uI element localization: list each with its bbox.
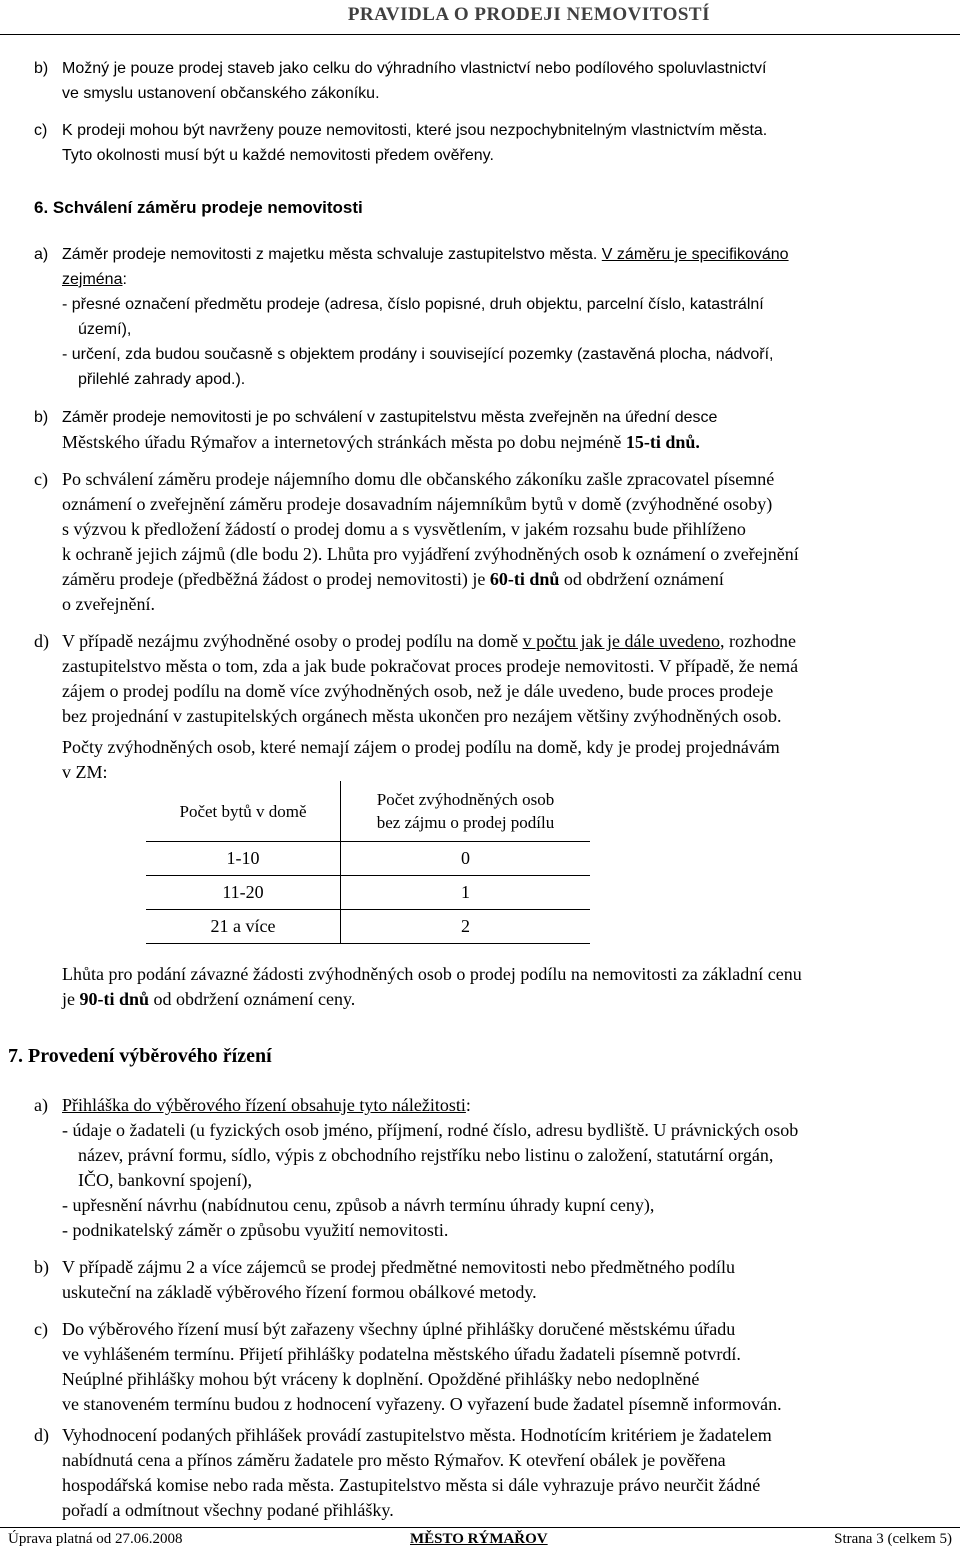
paragraph-line: Městského úřadu Rýmařov a internetových stránkách města po dobu nejméně 15-ti dnů. <box>62 432 700 452</box>
footer-left: Úprava platná od 27.06.2008 <box>8 1531 183 1547</box>
item-label: c) <box>34 1319 48 1339</box>
bullet-line: přilehlé zahrady apod.). <box>78 371 246 388</box>
paragraph-line: uskuteční na základě výběrového řízení formou obálkové metody. <box>62 1282 537 1302</box>
table-row <box>146 842 590 876</box>
item-label: b) <box>34 60 49 77</box>
paragraph-line: Přihláška do výběrového řízení obsahuje tyto náležitosti: <box>62 1095 471 1115</box>
item-label: b) <box>34 409 49 426</box>
bullet-line: - upřesnění návrhu (nabídnutou cenu, způsob a návrh termínu úhrady kupní ceny), <box>62 1195 655 1215</box>
paragraph-line: pořadí a odmítnout všechny podané přihlášky. <box>62 1500 394 1520</box>
item-label: c) <box>34 469 48 489</box>
item-label: b) <box>34 1257 49 1277</box>
paragraph-line: Vyhodnocení podaných přihlášek provádí zastupitelstvo města. Hodnotícím kritériem je žadatelem <box>62 1425 772 1445</box>
paragraph-line: v ZM: <box>62 762 108 782</box>
paragraph-line: zájem o prodej podílu na domě více zvýhodněných osob, než je dále uvedeno, bude proces prodeje <box>62 681 774 701</box>
table-row <box>146 876 590 910</box>
paragraph-line: Lhůta pro podání závazné žádosti zvýhodněných osob o prodej podílu na nemovitosti za základní cenu <box>62 964 802 984</box>
section-7-title: 7. Provedení výběrového řízení <box>8 1045 272 1067</box>
footer-center: MĚSTO RÝMAŘOV <box>410 1531 548 1547</box>
paragraph-line: nabídnutá cena a přínos záměru žadatele pro město Rýmařov. K otevření obálek je pověřena <box>62 1450 726 1470</box>
paragraph-line: K prodeji mohou být navrženy pouze nemovitosti, které jsou nezpochybnitelným vlastnictvím města. <box>62 122 768 139</box>
paragraph-line: Záměr prodeje nemovitosti z majetku města schvaluje zastupitelstvo města. V záměru je specifikováno <box>62 246 789 263</box>
bullet-line: území), <box>78 321 132 338</box>
footer-right: Strana 3 (celkem 5) <box>834 1531 952 1547</box>
item-label: d) <box>34 631 49 651</box>
bullet-line: název, právní formu, sídlo, výpis z obchodního rejstříku nebo listinu o založení, statutární orgán, <box>78 1145 774 1165</box>
paragraph-line: ve stanoveném termínu budou z hodnocení vyřazeny. O vyřazení bude žadatel písemně informován. <box>62 1394 782 1414</box>
paragraph-line: Možný je pouze prodej staveb jako celku do výhradního vlastnictví nebo podílového spoluvlastnictví <box>62 60 767 77</box>
table-cell: 2 <box>341 910 591 944</box>
bullet-line: - údaje o žadateli (u fyzických osob jméno, příjmení, rodné číslo, adresu bydliště. U právnických osob <box>62 1120 799 1140</box>
paragraph-line: ve vyhlášeném termínu. Přijetí přihlášky podatelna městského úřadu žadateli písemně potvrdí. <box>62 1344 741 1364</box>
item-label: c) <box>34 122 48 139</box>
page-header-title: PRAVIDLA O PRODEJI NEMOVITOSTÍ <box>347 4 710 25</box>
paragraph-line: Tyto okolnosti musí být u každé nemovitosti předem ověřeny. <box>62 147 494 164</box>
table-cell: 0 <box>341 842 591 876</box>
paragraph-line: s výzvou k předložení žádostí o prodej domu a s vysvětlením, v jakém rozsahu bude přihlíženo <box>62 519 746 539</box>
favoured-persons-table <box>146 781 590 944</box>
table-header-cell: Počet zvýhodněných osob bez zájmu o prodej podílu <box>341 781 591 842</box>
bullet-line: - podnikatelský záměr o způsobu využití nemovitosti. <box>62 1220 449 1240</box>
bullet-line: - přesné označení předmětu prodeje (adresa, číslo popisné, druh objektu, parcelní číslo, katastrální <box>62 296 764 313</box>
paragraph-line: Záměr prodeje nemovitosti je po schválení v zastupitelstvu města zveřejněn na úřední desce <box>62 409 718 426</box>
paragraph-line: bez projednání v zastupitelských orgánech města ukončen pro nezájem většiny zvýhodněných osob. <box>62 706 782 726</box>
paragraph-line: V případě zájmu 2 a více zájemců se prodej předmětné nemovitosti nebo předmětného podílu <box>62 1257 735 1277</box>
table-cell: 1-10 <box>146 842 341 876</box>
table-header-cell: Počet bytů v domě <box>146 781 341 842</box>
table-cell: 1 <box>341 876 591 910</box>
table-cell: 11-20 <box>146 876 341 910</box>
paragraph-line: Do výběrového řízení musí být zařazeny všechny úplné přihlášky doručené městskému úřadu <box>62 1319 736 1339</box>
paragraph-line: Neúplné přihlášky mohou být vráceny k doplnění. Opožděné přihlášky nebo nedoplněné <box>62 1369 700 1389</box>
paragraph-line: je 90-ti dnů od obdržení oznámení ceny. <box>62 989 356 1009</box>
paragraph-line: zejména: <box>62 271 127 288</box>
footer-rule <box>0 1527 960 1528</box>
bullet-line: - určení, zda budou současně s objektem prodány i související pozemky (zastavěná plocha, nádvoří, <box>62 346 774 363</box>
table-row <box>146 910 590 944</box>
paragraph-line: Po schválení záměru prodeje nájemního domu dle občanského zákoníku zašle zpracovatel písemné <box>62 469 775 489</box>
paragraph-line: záměru prodeje (předběžná žádost o prodej nemovitosti) je 60-ti dnů od obdržení oznámení <box>62 569 724 589</box>
paragraph-line: k ochraně jejich zájmů (dle bodu 2). Lhůta pro vyjádření zvýhodněných osob k oznámení o zveřejnění <box>62 544 799 564</box>
table-cell: 21 a více <box>146 910 341 944</box>
paragraph-line: ve smyslu ustanovení občanského zákoníku. <box>62 85 380 102</box>
item-label: a) <box>34 246 49 263</box>
paragraph-line: o zveřejnění. <box>62 594 155 614</box>
paragraph-line: hospodářská komise nebo rada města. Zastupitelstvo města si dále vyhrazuje právo neurčit žádné <box>62 1475 761 1495</box>
paragraph-line: V případě nezájmu zvýhodněné osoby o prodej podílu na domě v počtu jak je dále uvedeno, rozhodne <box>62 631 796 651</box>
header-rule <box>0 34 960 35</box>
bullet-line: IČO, bankovní spojení), <box>78 1170 252 1190</box>
paragraph-line: zastupitelstvo města o tom, zda a jak bude pokračovat proces prodeje nemovitosti. V případě, že nemá <box>62 656 799 676</box>
section-6-title: 6. Schválení záměru prodeje nemovitosti <box>34 198 363 217</box>
item-label: a) <box>34 1095 48 1115</box>
item-label: d) <box>34 1425 49 1445</box>
paragraph-line: oznámení o zveřejnění záměru prodeje dosavadním nájemníkům bytů v domě (zvýhodněné osoby) <box>62 494 773 514</box>
paragraph-line: Počty zvýhodněných osob, které nemají zájem o prodej podílu na domě, kdy je prodej projednávám <box>62 737 780 757</box>
